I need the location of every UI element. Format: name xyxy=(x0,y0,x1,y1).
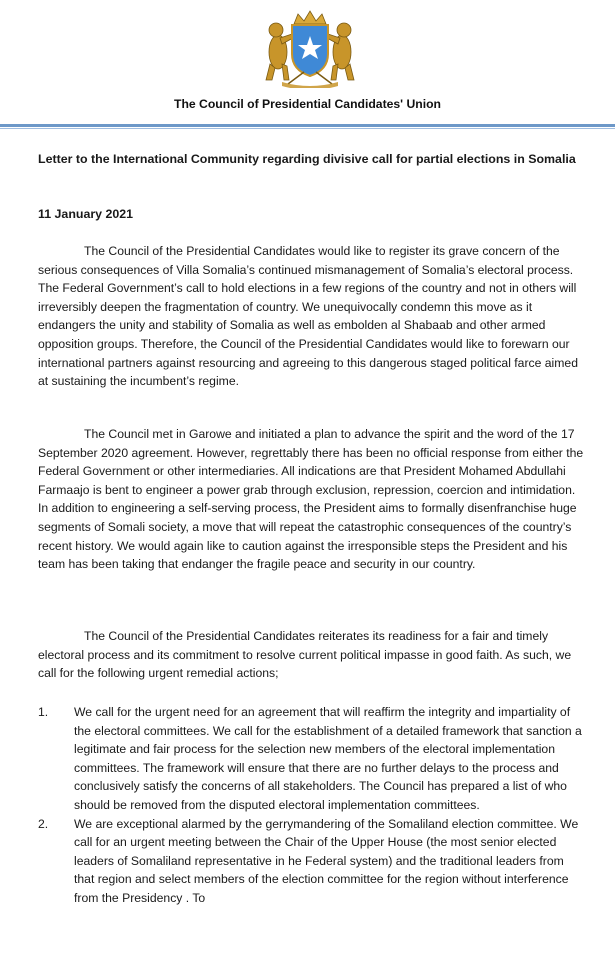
paragraph-3 xyxy=(38,627,584,683)
header-divider xyxy=(0,124,615,127)
letter-date: 11 January 2021 xyxy=(38,207,134,221)
letter-title: Letter to the International Community regarding divisive call for partial elections in Somalia xyxy=(38,152,576,166)
paragraph-1 xyxy=(38,242,584,391)
paragraph-3-text: The Council of the Presidential Candidates reiterates its readiness for a fair and timely electoral process and its commitment to resolve current political impasse in good faith. As such, we call for the following urgent remedial actions; xyxy=(38,629,572,681)
list-item-number: 2. xyxy=(38,816,49,831)
somalia-coat-of-arms-icon xyxy=(258,8,362,88)
remedial-actions-list xyxy=(38,703,584,908)
header-divider-thin xyxy=(0,128,615,129)
list-item-text: We are exceptional alarmed by the gerrymandering of the Somaliland election committee. We call for an urgent meeting between the Chair of the Upper House (the most senior elected leaders of Somaliland representative in he Federal system) and the traditional leaders from that region and select members of the election committee for the region without interference from the Presidency . To xyxy=(74,816,579,905)
list-item xyxy=(38,815,584,908)
paragraph-2 xyxy=(38,425,584,574)
organization-name: The Council of Presidential Candidates' Union xyxy=(174,97,441,111)
list-item-text: We call for the urgent need for an agreement that will reaffirm the integrity and impartiality of the electoral committees. We call for the establishment of a detailed framework that sanction a legitimate and fair process for the selection new members of the electoral implementation committees. The framework will ensure that there are no further delays to the process and conclusively satisfy the concerns of all stakeholders. The Council has prepared a list of who should be removed from the disputed electoral implementation committees. xyxy=(74,705,582,812)
paragraph-2-text: The Council met in Garowe and initiated a plan to advance the spirit and the word of the 17 September 2020 agreement. However, regrettably there has been no official response from either the Federal Government or other intermediaries. All indications are that President Mohamed Abdullahi Farmaajo is bent to engineer a power grab through exclusion, repression, coercion and intimidation. In addition to engineering a self-serving process, the President aims to formally disenfranchise huge segments of Somali society, a move that will repeat the catastrophic consequences of the country’s recent history. We would again like to caution against the irresponsible steps the President and his team has been taking that endanger the fragile peace and security in our country. xyxy=(38,427,584,572)
paragraph-1-text: The Council of the Presidential Candidates would like to register its grave concern of the serious consequences of Villa Somalia’s continued mismanagement of Somalia’s electoral process. The Federal Government’s call to hold elections in a few regions of the country and not in others will irreversibly deepen the fragmentation of country. We unequivocally condemn this move as it endangers the unity and stability of Somalia as well as embolden al Shabaab and other armed opposition groups. Therefore, the Council of the Presidential Candidates would like to forewarn our international partners against resourcing and agreeing to this dangerous staged political farce aimed at sustaining the incumbent’s regime. xyxy=(38,244,578,389)
list-item-number: 1. xyxy=(38,705,49,719)
list-item xyxy=(38,703,584,815)
